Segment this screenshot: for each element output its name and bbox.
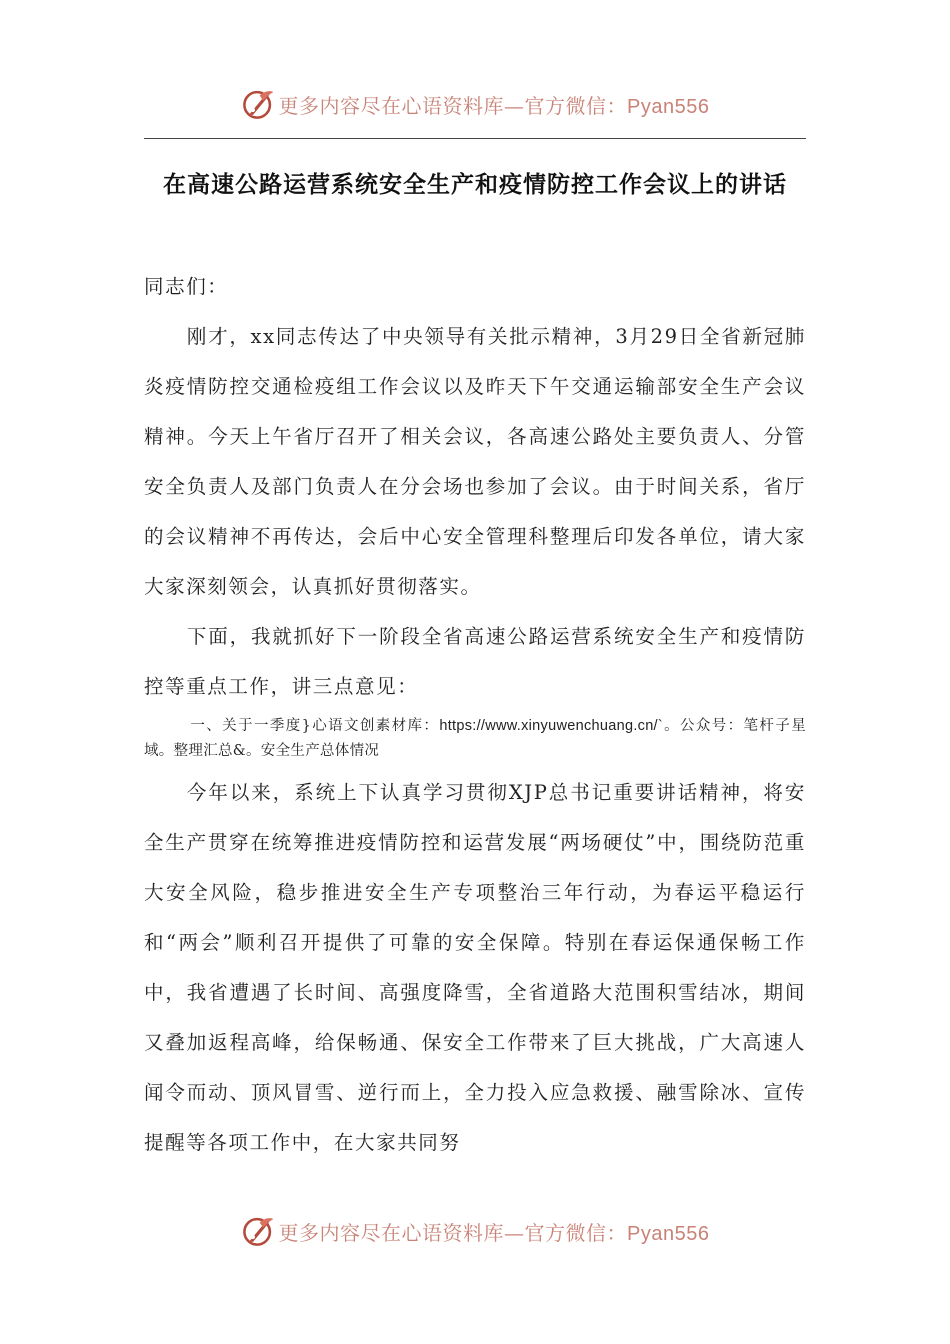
salutation: 同志们：: [144, 275, 229, 298]
separator: —: [504, 93, 525, 118]
site-name: 更多内容尽在心语资料库: [278, 93, 505, 118]
paragraph: 下面，我就抓好下一阶段全省高速公路运营系统安全生产和疫情防控等重点工作，讲三点意见：: [144, 625, 806, 698]
section-heading-url: https://www.xinyuwenchuang.cn/`: [439, 718, 664, 734]
section-heading-prefix: 一、关于一季度}心语文创素材库：: [190, 718, 440, 734]
paragraph: 今年以来，系统上下认真学习贯彻XJP总书记重要讲话精神，将安全生产贯穿在统筹推进疫情防控和运营发展“两场硬仗”中，围绕防范重大安全风险，稳步推进安全生产专项整治三年行动，为春运平稳运行和“两会”顺利召开提供了可靠的安全保障。特别在春运保通保畅工作中，我省遭遇了长时间、高强度降雪，全省道路大范围积雪结冰，期间又叠加返程高峰，给保畅通、保安全工作带来了巨大挑战，广大高速人闻令而动、顶风冒雪、逆行而上，全力投入应急救援、融雪除冰、宣传提醒等各项工作中，在大家共同努: [144, 781, 806, 1154]
wechat-label: 官方微信：: [524, 93, 628, 118]
footer-banner: [0, 1211, 950, 1251]
page-title: 在高速公路运营系统安全生产和疫情防控工作会议上的讲话: [163, 172, 787, 198]
header-divider: [144, 138, 806, 139]
paragraph: 刚才，xx同志传达了中央领导有关批示精神，3月29日全省新冠肺炎疫情防控交通检疫组工作会议以及昨天下午交通运输部安全生产会议精神。今天上午省厅召开了相关会议，各高速公路处主要负责人、分管安全负责人及部门负责人在分会场也参加了会议。由于时间关系，省厅的会议精神不再传达，会后中心安全管理科整理后印发各单位，请大家大家深刻领会，认真抓好贯彻落实。: [144, 325, 806, 598]
document-body: [144, 262, 806, 1168]
footer-banner-text: [279, 1217, 710, 1246]
header-banner: [0, 84, 950, 124]
wechat-id: Pyan556: [627, 95, 710, 118]
wechat-id: Pyan556: [627, 1222, 710, 1245]
quill-pen-logo-icon: [241, 1214, 275, 1248]
site-name: 更多内容尽在心语资料库: [278, 1220, 505, 1245]
header-banner-text: [279, 90, 710, 119]
wechat-label: 官方微信：: [524, 1220, 628, 1245]
section-heading: [144, 714, 806, 764]
separator: —: [504, 1220, 525, 1245]
section-heading-suffix: 。公众号：笔杆子星域。整理汇总&。安全生产总体情况: [144, 718, 807, 759]
quill-pen-logo-icon: [241, 87, 275, 121]
